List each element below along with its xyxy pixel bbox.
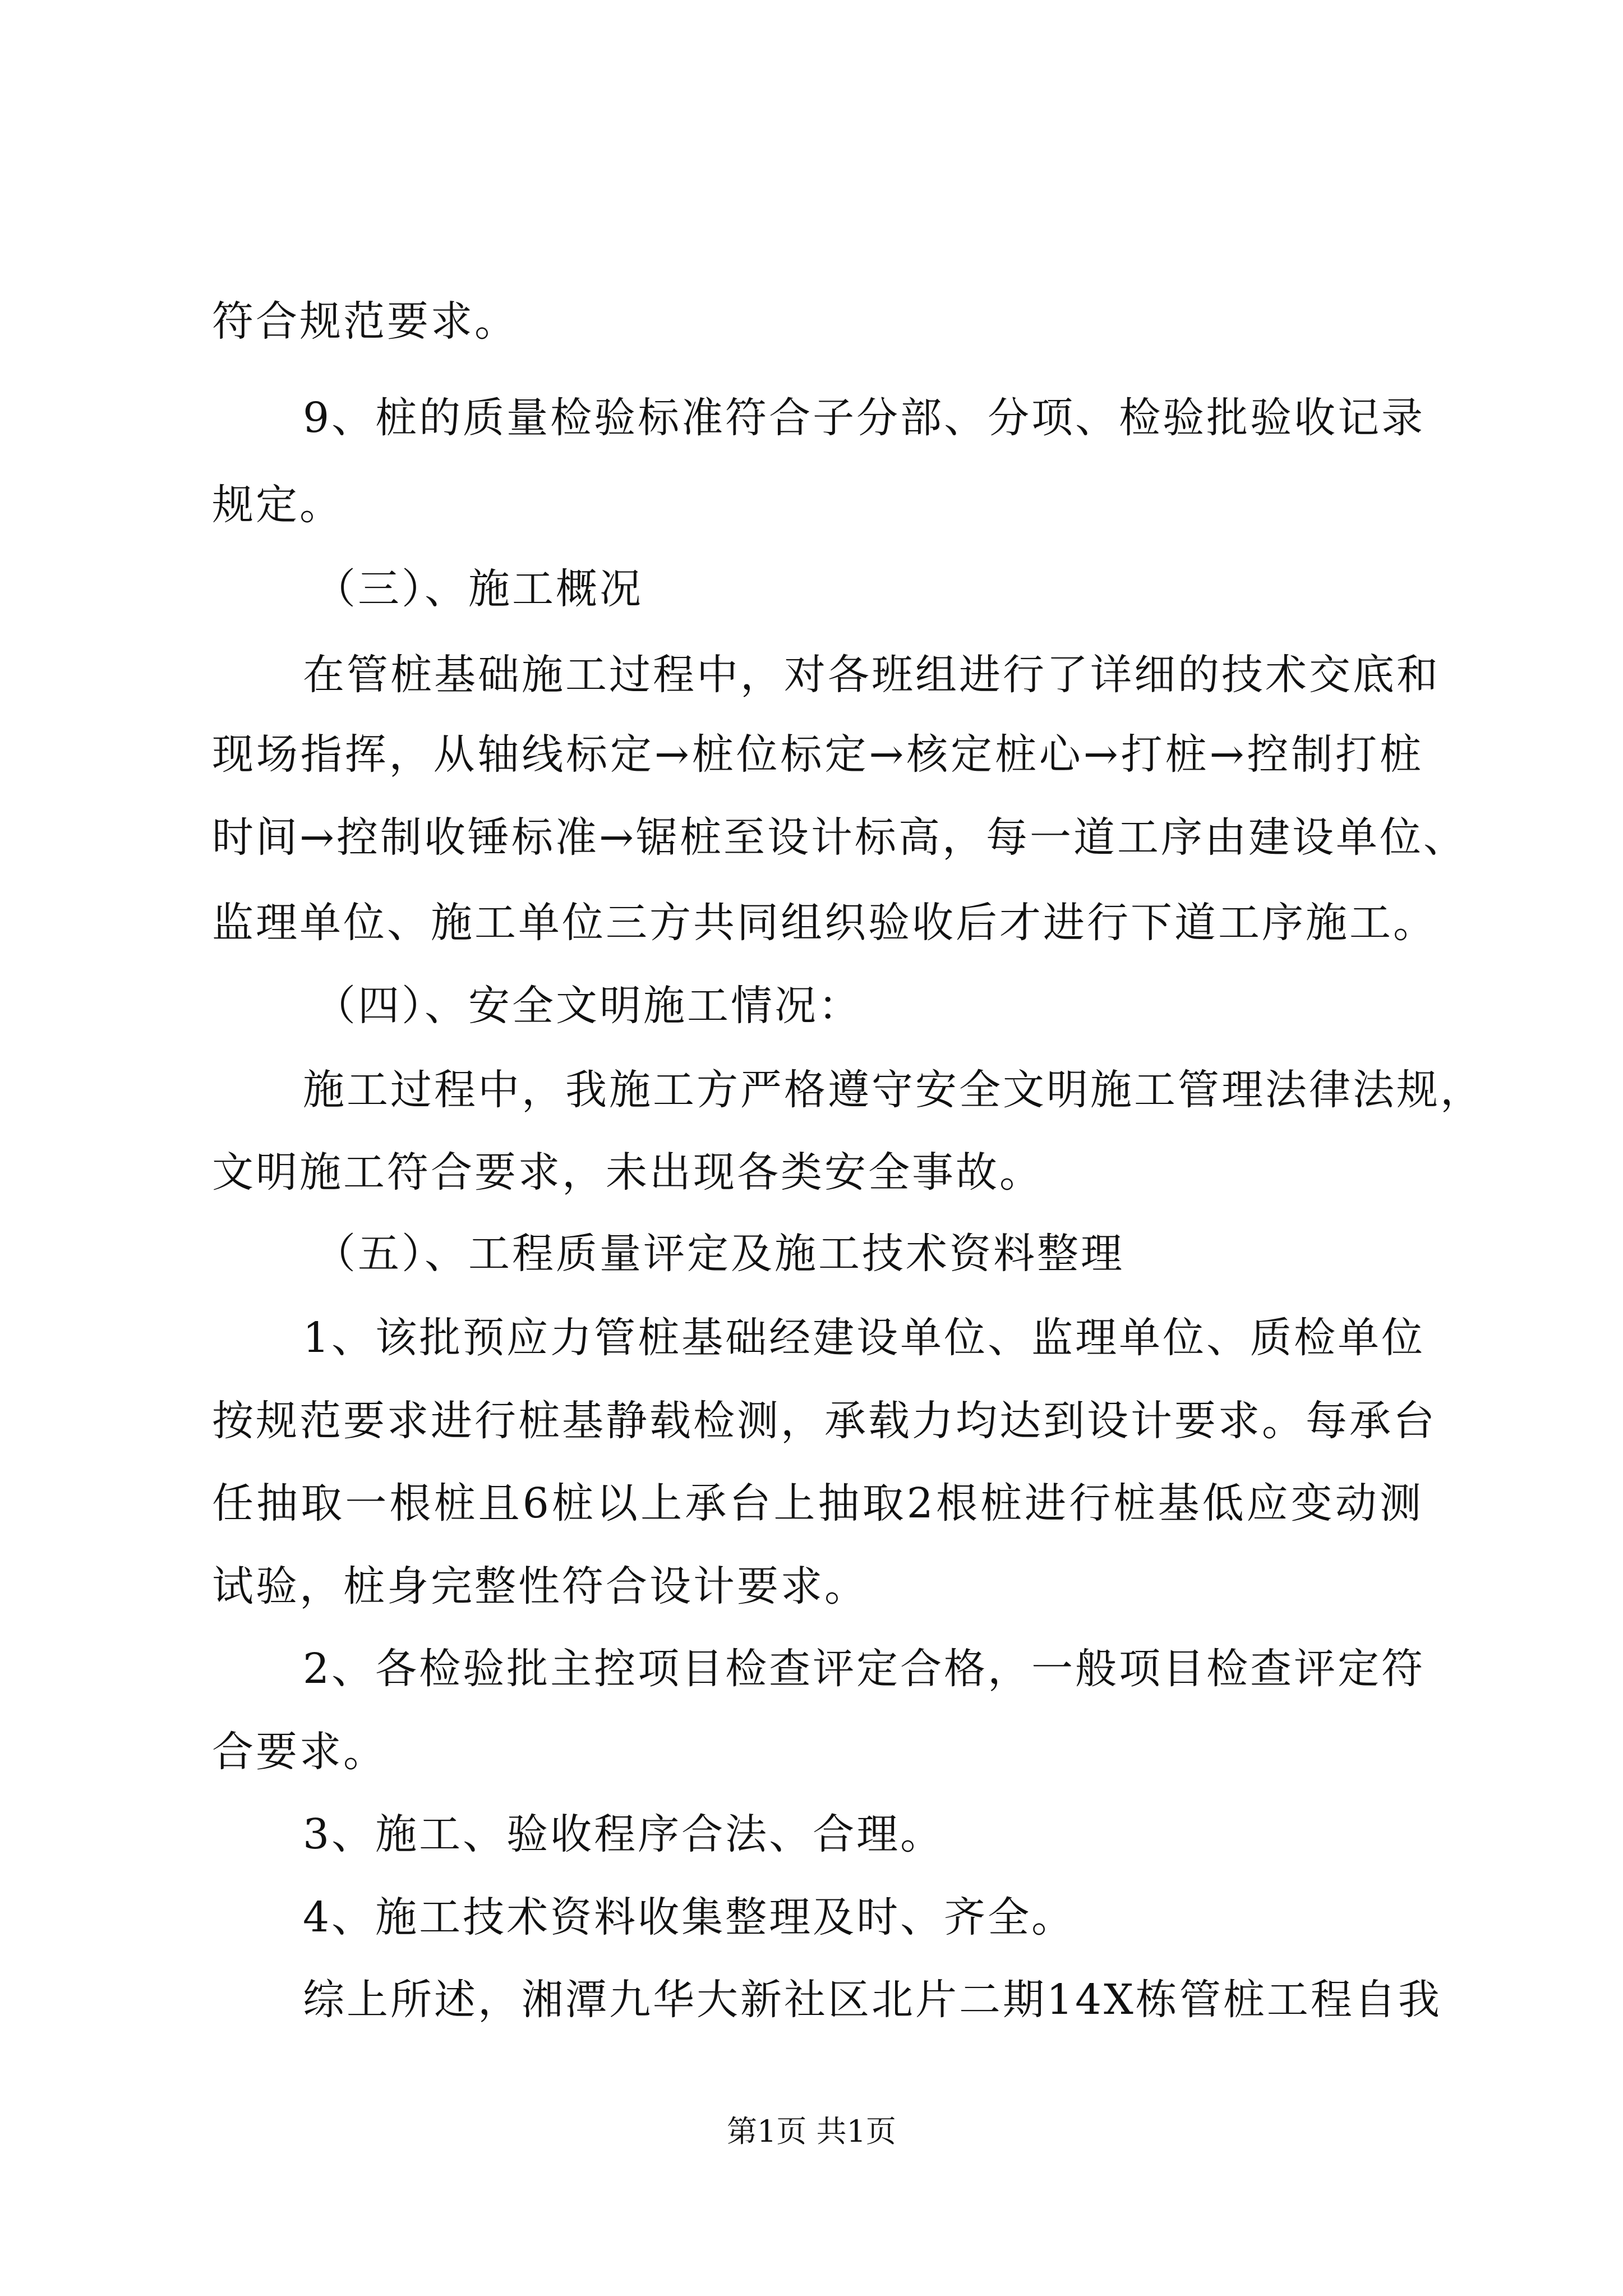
paragraph-line: 现场指挥，从轴线标定→桩位标定→核定桩心→打桩→控制打桩 [212, 730, 1423, 779]
paragraph-line: 3、施工、验收程序合法、合理。 [303, 1810, 944, 1858]
paragraph-line: 施工过程中，我施工方严格遵守安全文明施工管理法律法规， [303, 1066, 1484, 1114]
section-heading: （三）、施工概况 [314, 565, 643, 613]
paragraph-line: 监理单位、施工单位三方共同组织验收后才进行下道工序施工。 [212, 899, 1437, 947]
paragraph-line: 合要求。 [212, 1728, 387, 1776]
paragraph-line: 试验，桩身完整性符合设计要求。 [212, 1562, 868, 1611]
paragraph-line: 文明施工符合要求，未出现各类安全事故。 [212, 1148, 1043, 1197]
paragraph-line: 9、桩的质量检验标准符合子分部、分项、检验批验收记录 [303, 394, 1426, 442]
paragraph-line: 规定。 [212, 481, 343, 529]
paragraph-line: 符合规范要求。 [212, 297, 518, 346]
section-heading: （四）、安全文明施工情况： [314, 982, 862, 1030]
paragraph-line: 时间→控制收锤标准→锯桩至设计标高，每一道工序由建设单位、 [212, 813, 1468, 862]
paragraph-line: 任抽取一根桩且6桩以上承台上抽取2根桩进行桩基低应变动测 [212, 1479, 1423, 1527]
section-heading: （五）、工程质量评定及施工技术资料整理 [314, 1230, 1124, 1278]
paragraph-line: 按规范要求进行桩基静载检测，承载力均达到设计要求。每承台 [212, 1397, 1437, 1445]
page-footer: 第1页 共1页 [727, 2114, 896, 2149]
paragraph-line: 4、施工技术资料收集整理及时、齐全。 [303, 1893, 1076, 1941]
paragraph-line: 综上所述，湘潭九华大新社区北片二期14X栋管桩工程自我 [303, 1976, 1442, 2024]
paragraph-line: 1、该批预应力管桩基础经建设单位、监理单位、质检单位 [303, 1314, 1426, 1362]
paragraph-line: 在管桩基础施工过程中，对各班组进行了详细的技术交底和 [303, 651, 1440, 699]
paragraph-line: 2、各检验批主控项目检查评定合格，一般项目检查评定符 [303, 1645, 1426, 1693]
